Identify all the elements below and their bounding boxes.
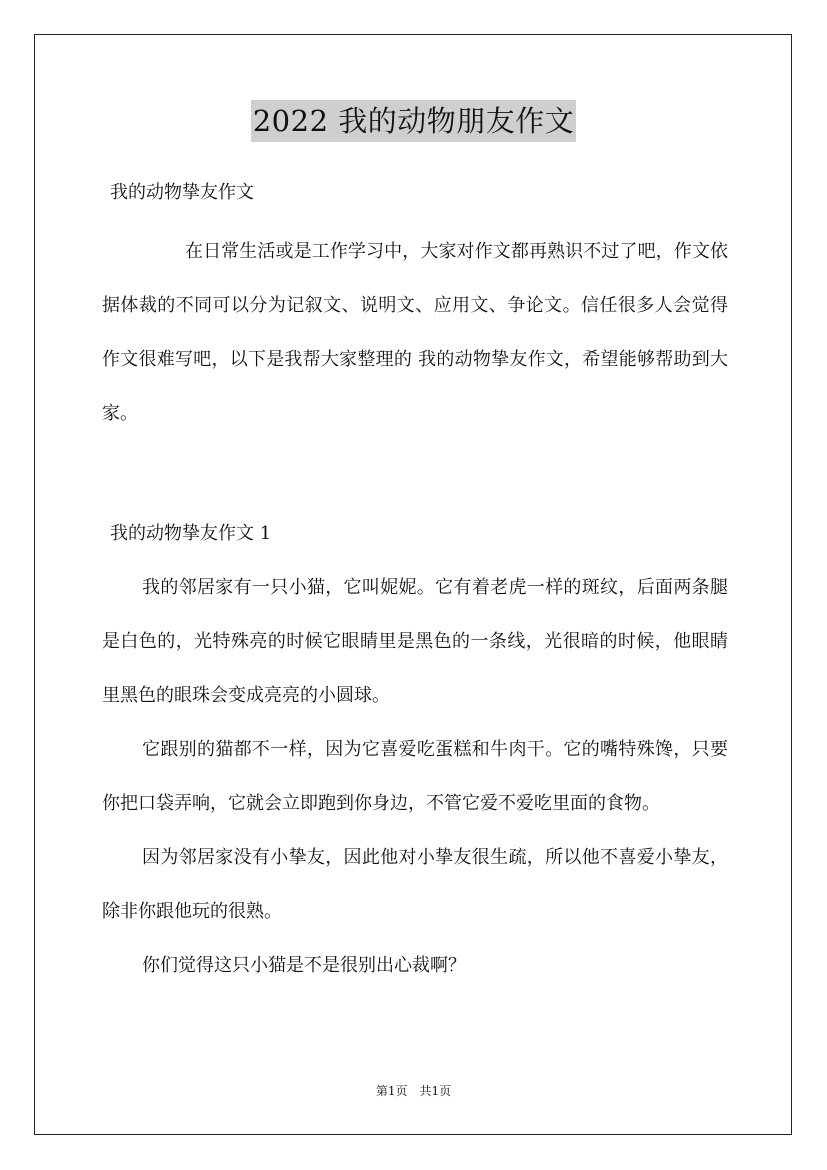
page-total: 共1页 (419, 1084, 452, 1098)
story-paragraph-2: 它跟别的猫都不一样，因为它喜爱吃蛋糕和牛肉干。它的嘴特殊馋，只要你把口袋弄响，它就会立即跑到你身边，不管它爱不爱吃里面的食物。 (102, 739, 728, 814)
section-title: 我的动物挚友作文 1 (110, 523, 272, 544)
subtitle: 我的动物挚友作文 (110, 182, 254, 203)
page-number: 第1页 (375, 1084, 408, 1098)
intro-paragraph: 在日常生活或是工作学习中，大家对作文都再熟识不过了吧，作文依据体裁的不同可以分为记叙文、说明文、应用文、争论文。信任很多人会觉得作文很难写吧，以下是我帮大家整理的 我的动物挚友作文，希望能够帮助到大家。 (102, 241, 728, 424)
title-container (0, 100, 827, 142)
story-paragraph-4: 你们觉得这只小猫是不是很别出心裁啊？ (142, 955, 466, 976)
page-footer (0, 1082, 827, 1100)
section-spacer (102, 441, 728, 513)
story-paragraph-1: 我的邻居家有一只小猫，它叫妮妮。它有着老虎一样的斑纹，后面两条腿是白色的，光特殊亮的时候它眼睛里是黑色的一条线，光很暗的时候，他眼睛里黑色的眼珠会变成亮亮的小圆球。 (102, 577, 728, 706)
story-paragraph-3: 因为邻居家没有小挚友，因此他对小挚友很生疏，所以他不喜爱小挚友，除非你跟他玩的很熟。 (102, 847, 728, 922)
document-body (102, 172, 728, 993)
document-title: 2022 我的动物朋友作文 (251, 100, 577, 142)
